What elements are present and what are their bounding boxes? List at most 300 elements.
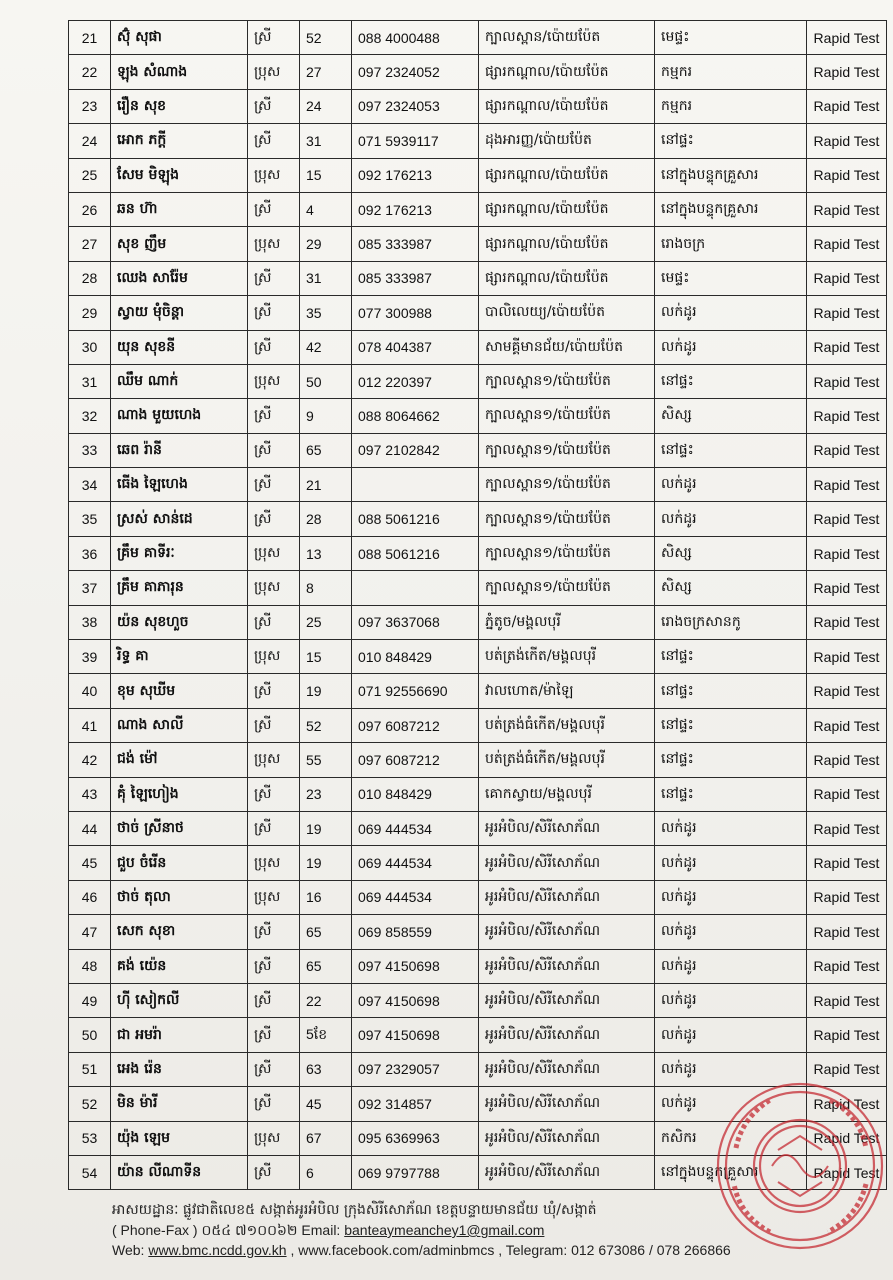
address-cell: ក្បាលស្ពាន១/ប៉ោយប៉ែត (479, 502, 655, 536)
telegram-contact: , Telegram: 012 673086 / 078 266866 (498, 1242, 731, 1258)
test-type-cell: Rapid Test (807, 640, 887, 674)
test-type-cell: Rapid Test (807, 261, 887, 295)
row-number: 31 (69, 364, 111, 398)
address-cell: ផ្សារកណ្ដាល/ប៉ោយប៉ែត (479, 89, 655, 123)
row-number: 51 (69, 1052, 111, 1086)
sex-cell: ស្រី (248, 708, 300, 742)
phone-cell: 069 858559 (352, 915, 479, 949)
phone-cell: 085 333987 (352, 227, 479, 261)
test-type-cell: Rapid Test (807, 89, 887, 123)
test-type-cell: Rapid Test (807, 399, 887, 433)
table-row (69, 846, 887, 880)
phone-fax-value: ០៥៤ ៧១០០៦២ (201, 1222, 298, 1238)
sex-cell: ស្រី (248, 468, 300, 502)
table-row (69, 502, 887, 536)
person-name: សេក សុខា (111, 915, 248, 949)
person-name: យ៉ាន លីណាទីន (111, 1155, 248, 1189)
person-name: គង់ យ៉េន (111, 949, 248, 983)
occupation-cell: លក់ដូរ (655, 468, 807, 502)
sex-cell: ស្រី (248, 777, 300, 811)
sex-cell: ប្រុស (248, 571, 300, 605)
table-row (69, 399, 887, 433)
row-number: 42 (69, 743, 111, 777)
sex-cell: ស្រី (248, 502, 300, 536)
person-name: ជង់ ម៉ៅ (111, 743, 248, 777)
phone-cell: 097 2329057 (352, 1052, 479, 1086)
row-number: 41 (69, 708, 111, 742)
phone-cell: 097 4150698 (352, 949, 479, 983)
age-cell: 67 (300, 1121, 352, 1155)
person-name: រឿន សុខ (111, 89, 248, 123)
test-type-cell: Rapid Test (807, 708, 887, 742)
person-name: រិទ្ធ គា (111, 640, 248, 674)
phone-cell: 088 5061216 (352, 502, 479, 536)
row-number: 32 (69, 399, 111, 433)
age-cell: 21 (300, 468, 352, 502)
occupation-cell: សិស្ស (655, 571, 807, 605)
test-type-cell: Rapid Test (807, 1052, 887, 1086)
phone-cell: 097 4150698 (352, 983, 479, 1017)
sex-cell: ស្រី (248, 983, 300, 1017)
age-cell: 15 (300, 640, 352, 674)
sex-cell: ស្រី (248, 192, 300, 226)
phone-cell: 012 220397 (352, 364, 479, 398)
occupation-cell: នៅផ្ទះ (655, 124, 807, 158)
phone-cell: 097 4150698 (352, 1018, 479, 1052)
person-name: ណាង មួយហេង (111, 399, 248, 433)
age-cell: 24 (300, 89, 352, 123)
age-cell: 19 (300, 674, 352, 708)
test-type-cell: Rapid Test (807, 777, 887, 811)
row-number: 21 (69, 21, 111, 55)
row-number: 47 (69, 915, 111, 949)
phone-cell: 097 2324052 (352, 55, 479, 89)
person-name: ស្វាយ មុំចិន្ដា (111, 296, 248, 330)
occupation-cell: រោងចក្រ (655, 227, 807, 261)
occupation-cell: នៅផ្ទះ (655, 640, 807, 674)
occupation-cell: លក់ដូរ (655, 915, 807, 949)
row-number: 29 (69, 296, 111, 330)
row-number: 35 (69, 502, 111, 536)
occupation-cell: លក់ដូរ (655, 846, 807, 880)
person-name: យ៉ន សុខហួច (111, 605, 248, 639)
phone-cell: 085 333987 (352, 261, 479, 295)
row-number: 27 (69, 227, 111, 261)
occupation-cell: លក់ដូរ (655, 502, 807, 536)
age-cell: 5ខែ (300, 1018, 352, 1052)
age-cell: 9 (300, 399, 352, 433)
occupation-cell: នៅក្នុងបន្ទុកគ្រួសារ (655, 1155, 807, 1189)
person-name: ថាច់ តុលា (111, 880, 248, 914)
sex-cell: ស្រី (248, 1018, 300, 1052)
address-cell: អូរអំបិល/សិរីសោភ័ណ (479, 1155, 655, 1189)
sex-cell: ស្រី (248, 949, 300, 983)
person-name: អេង រ៉េន (111, 1052, 248, 1086)
table-row (69, 605, 887, 639)
row-number: 36 (69, 536, 111, 570)
row-number: 40 (69, 674, 111, 708)
sex-cell: ស្រី (248, 433, 300, 467)
test-type-cell: Rapid Test (807, 433, 887, 467)
age-cell: 6 (300, 1155, 352, 1189)
row-number: 52 (69, 1087, 111, 1121)
age-cell: 15 (300, 158, 352, 192)
address-cell: អូរអំបិល/សិរីសោភ័ណ (479, 949, 655, 983)
address-cell: បាលិលេយ្យ/ប៉ោយប៉ែត (479, 296, 655, 330)
table-row (69, 777, 887, 811)
occupation-cell: មេផ្ទះ (655, 21, 807, 55)
test-type-cell: Rapid Test (807, 880, 887, 914)
sex-cell: ប្រុស (248, 364, 300, 398)
age-cell: 28 (300, 502, 352, 536)
footer-web (112, 1240, 882, 1260)
age-cell: 55 (300, 743, 352, 777)
participant-table (68, 20, 887, 1190)
table-row (69, 364, 887, 398)
row-number: 33 (69, 433, 111, 467)
row-number: 50 (69, 1018, 111, 1052)
address-cell: ក្បាលស្ពាន១/ប៉ោយប៉ែត (479, 399, 655, 433)
occupation-cell: កម្មករ (655, 89, 807, 123)
occupation-cell: លក់ដូរ (655, 1018, 807, 1052)
phone-cell: 071 92556690 (352, 674, 479, 708)
age-cell: 52 (300, 21, 352, 55)
address-cell: អូរអំបិល/សិរីសោភ័ណ (479, 915, 655, 949)
row-number: 26 (69, 192, 111, 226)
phone-cell: 092 176213 (352, 192, 479, 226)
row-number: 53 (69, 1121, 111, 1155)
test-type-cell: Rapid Test (807, 1121, 887, 1155)
occupation-cell: កម្មករ (655, 55, 807, 89)
test-type-cell: Rapid Test (807, 21, 887, 55)
sex-cell: ប្រុស (248, 55, 300, 89)
test-type-cell: Rapid Test (807, 364, 887, 398)
age-cell: 19 (300, 811, 352, 845)
table-row (69, 468, 887, 502)
table-row (69, 1087, 887, 1121)
phone-cell: 071 5939117 (352, 124, 479, 158)
address-cell: ផ្សារកណ្ដាល/ប៉ោយប៉ែត (479, 192, 655, 226)
sex-cell: ស្រី (248, 915, 300, 949)
table-row (69, 1052, 887, 1086)
table-row (69, 708, 887, 742)
address-cell: ក្បាលស្ពាន១/ប៉ោយប៉ែត (479, 536, 655, 570)
address-cell: សាមគ្គីមានជ័យ/ប៉ោយប៉ែត (479, 330, 655, 364)
table-row (69, 811, 887, 845)
test-type-cell: Rapid Test (807, 983, 887, 1017)
row-number: 45 (69, 846, 111, 880)
age-cell: 13 (300, 536, 352, 570)
occupation-cell: កសិករ (655, 1121, 807, 1155)
table-row (69, 433, 887, 467)
sex-cell: ប្រុស (248, 1121, 300, 1155)
person-name: គ្រឹម គាទីរៈ (111, 536, 248, 570)
web-link[interactable]: www.bmc.ncdd.gov.kh (148, 1242, 287, 1258)
phone-cell: 097 2102842 (352, 433, 479, 467)
address-cell: ដុងអារញ្ញ/ប៉ោយប៉ែត (479, 124, 655, 158)
sex-cell: ស្រី (248, 1052, 300, 1086)
address-cell: ផ្សារកណ្ដាល/ប៉ោយប៉ែត (479, 158, 655, 192)
address-cell: ក្បាលស្ពាន១/ប៉ោយប៉ែត (479, 364, 655, 398)
occupation-cell: នៅផ្ទះ (655, 364, 807, 398)
phone-cell: 010 848429 (352, 640, 479, 674)
table-row (69, 880, 887, 914)
sex-cell: ស្រី (248, 674, 300, 708)
person-name: សុខ ញឹម (111, 227, 248, 261)
phone-cell: 088 5061216 (352, 536, 479, 570)
occupation-cell: លក់ដូរ (655, 330, 807, 364)
person-name: គុំ ឡៃហៀង (111, 777, 248, 811)
age-cell: 19 (300, 846, 352, 880)
phone-cell: 097 6087212 (352, 708, 479, 742)
row-number: 49 (69, 983, 111, 1017)
test-type-cell: Rapid Test (807, 846, 887, 880)
age-cell: 52 (300, 708, 352, 742)
person-name: ខុម សុឃីម (111, 674, 248, 708)
age-cell: 65 (300, 433, 352, 467)
email-label: Email: (301, 1222, 341, 1238)
phone-cell: 092 314857 (352, 1087, 479, 1121)
sex-cell: ប្រុស (248, 846, 300, 880)
test-type-cell: Rapid Test (807, 811, 887, 845)
person-name: គ្រឹម គាភារុន (111, 571, 248, 605)
person-name: ធើង ឡៃហេង (111, 468, 248, 502)
test-type-cell: Rapid Test (807, 192, 887, 226)
sex-cell: ស្រី (248, 1087, 300, 1121)
occupation-cell: សិស្ស (655, 399, 807, 433)
occupation-cell: នៅផ្ទះ (655, 674, 807, 708)
test-type-cell: Rapid Test (807, 55, 887, 89)
person-name: ណាង សាលី (111, 708, 248, 742)
address-cell: ផ្សារកណ្ដាល/ប៉ោយប៉ែត (479, 55, 655, 89)
person-name: សែម មិឡុង (111, 158, 248, 192)
table-row (69, 296, 887, 330)
occupation-cell: លក់ដូរ (655, 949, 807, 983)
sex-cell: ប្រុស (248, 880, 300, 914)
row-number: 46 (69, 880, 111, 914)
age-cell: 42 (300, 330, 352, 364)
table-row (69, 21, 887, 55)
sex-cell: ប្រុស (248, 743, 300, 777)
phone-cell (352, 571, 479, 605)
occupation-cell: លក់ដូរ (655, 1087, 807, 1121)
age-cell: 25 (300, 605, 352, 639)
sex-cell: ស្រី (248, 399, 300, 433)
occupation-cell: សិស្ស (655, 536, 807, 570)
footer-address: អាសយដ្ឋានៈ ផ្លូវជាតិលេខ៥ សង្កាត់អូរអំបិល ក្រុងសិរីសោភ័ណ ខេត្តបន្ទាយមានជ័យ ឃុំ/សង្កាត់ (112, 1202, 597, 1218)
phone-cell (352, 468, 479, 502)
sex-cell: ប្រុស (248, 227, 300, 261)
sex-cell: ស្រី (248, 811, 300, 845)
test-type-cell: Rapid Test (807, 330, 887, 364)
table-row (69, 571, 887, 605)
footer-contact (112, 1220, 882, 1240)
test-type-cell: Rapid Test (807, 468, 887, 502)
phone-cell: 069 444534 (352, 811, 479, 845)
row-number: 38 (69, 605, 111, 639)
age-cell: 50 (300, 364, 352, 398)
address-cell: ផ្សារកណ្ដាល/ប៉ោយប៉ែត (479, 227, 655, 261)
occupation-cell: លក់ដូរ (655, 811, 807, 845)
test-type-cell: Rapid Test (807, 674, 887, 708)
row-number: 25 (69, 158, 111, 192)
age-cell: 31 (300, 261, 352, 295)
age-cell: 65 (300, 949, 352, 983)
test-type-cell: Rapid Test (807, 1018, 887, 1052)
sex-cell: ប្រុស (248, 158, 300, 192)
test-type-cell: Rapid Test (807, 124, 887, 158)
sex-cell: ប្រុស (248, 640, 300, 674)
table-row (69, 1155, 887, 1189)
sex-cell: ប្រុស (248, 536, 300, 570)
table-row (69, 227, 887, 261)
address-cell: អូរអំបិល/សិរីសោភ័ណ (479, 1018, 655, 1052)
phone-cell: 088 4000488 (352, 21, 479, 55)
row-number: 48 (69, 949, 111, 983)
row-number: 44 (69, 811, 111, 845)
phone-cell: 097 2324053 (352, 89, 479, 123)
sex-cell: ស្រី (248, 1155, 300, 1189)
person-name: យុន សុខនី (111, 330, 248, 364)
address-cell: ផ្សារកណ្ដាល/ប៉ោយប៉ែត (479, 261, 655, 295)
person-name: ឈេង សារ៉ែម (111, 261, 248, 295)
test-type-cell: Rapid Test (807, 949, 887, 983)
table-row (69, 55, 887, 89)
table-body (69, 21, 887, 1190)
table-row (69, 983, 887, 1017)
test-type-cell: Rapid Test (807, 571, 887, 605)
phone-cell: 077 300988 (352, 296, 479, 330)
row-number: 54 (69, 1155, 111, 1189)
occupation-cell: នៅក្នុងបន្ទុកគ្រួសារ (655, 158, 807, 192)
phone-cell: 069 444534 (352, 846, 479, 880)
age-cell: 16 (300, 880, 352, 914)
row-number: 43 (69, 777, 111, 811)
facebook-link[interactable]: , www.facebook.com/adminbmcs (290, 1242, 495, 1258)
phone-fax-label: ( Phone-Fax ) (112, 1222, 198, 1238)
test-type-cell: Rapid Test (807, 743, 887, 777)
age-cell: 22 (300, 983, 352, 1017)
age-cell: 35 (300, 296, 352, 330)
person-name: ឡុង សំណាង (111, 55, 248, 89)
sex-cell: ស្រី (248, 89, 300, 123)
test-type-cell: Rapid Test (807, 227, 887, 261)
sex-cell: ស្រី (248, 21, 300, 55)
sex-cell: ស្រី (248, 261, 300, 295)
address-cell: ក្បាលស្ពាន១/ប៉ោយប៉ែត (479, 433, 655, 467)
sex-cell: ស្រី (248, 330, 300, 364)
address-cell: អូរអំបិល/សិរីសោភ័ណ (479, 880, 655, 914)
age-cell: 29 (300, 227, 352, 261)
address-cell: ភ្នំតូច/មង្គលបុរី (479, 605, 655, 639)
occupation-cell: នៅក្នុងបន្ទុកគ្រួសារ (655, 192, 807, 226)
age-cell: 4 (300, 192, 352, 226)
row-number: 22 (69, 55, 111, 89)
occupation-cell: នៅផ្ទះ (655, 743, 807, 777)
person-name: ស៊ុំ សុផា (111, 21, 248, 55)
table-row (69, 1121, 887, 1155)
occupation-cell: លក់ដូរ (655, 880, 807, 914)
row-number: 24 (69, 124, 111, 158)
address-cell: អូរអំបិល/សិរីសោភ័ណ (479, 1052, 655, 1086)
sex-cell: ស្រី (248, 605, 300, 639)
address-cell: អូរអំបិល/សិរីសោភ័ណ (479, 1121, 655, 1155)
table-row (69, 89, 887, 123)
table-row (69, 536, 887, 570)
address-cell: បត់ត្រង់ធំកើត/មង្គលបុរី (479, 708, 655, 742)
phone-cell: 095 6369963 (352, 1121, 479, 1155)
address-cell: អូរអំបិល/សិរីសោភ័ណ (479, 983, 655, 1017)
test-type-cell: Rapid Test (807, 502, 887, 536)
occupation-cell: លក់ដូរ (655, 983, 807, 1017)
age-cell: 45 (300, 1087, 352, 1121)
address-cell: អូរអំបិល/សិរីសោភ័ណ (479, 846, 655, 880)
occupation-cell: នៅផ្ទះ (655, 433, 807, 467)
occupation-cell: មេផ្ទះ (655, 261, 807, 295)
address-cell: វាលហោត/ម៉ាឡៃ (479, 674, 655, 708)
person-name: ជួប ចំរើន (111, 846, 248, 880)
phone-cell: 069 444534 (352, 880, 479, 914)
phone-cell: 069 9797788 (352, 1155, 479, 1189)
occupation-cell: លក់ដូរ (655, 296, 807, 330)
table-row (69, 743, 887, 777)
sex-cell: ស្រី (248, 124, 300, 158)
row-number: 37 (69, 571, 111, 605)
phone-cell: 010 848429 (352, 777, 479, 811)
occupation-cell: នៅផ្ទះ (655, 708, 807, 742)
table-row (69, 640, 887, 674)
row-number: 39 (69, 640, 111, 674)
row-number: 34 (69, 468, 111, 502)
row-number: 23 (69, 89, 111, 123)
test-type-cell: Rapid Test (807, 536, 887, 570)
person-name: ឆេព រ៉ានី (111, 433, 248, 467)
web-label: Web: (112, 1242, 145, 1258)
age-cell: 27 (300, 55, 352, 89)
address-cell: អូរអំបិល/សិរីសោភ័ណ (479, 811, 655, 845)
address-cell: បត់ត្រង់ធំកើត/មង្គលបុរី (479, 743, 655, 777)
person-name: ថាច់ ស្រីនាថ (111, 811, 248, 845)
sex-cell: ស្រី (248, 296, 300, 330)
address-cell: ក្បាលស្ពាន១/ប៉ោយប៉ែត (479, 571, 655, 605)
age-cell: 65 (300, 915, 352, 949)
test-type-cell: Rapid Test (807, 296, 887, 330)
table-row (69, 330, 887, 364)
person-name: ជា អមរ៉ា (111, 1018, 248, 1052)
age-cell: 23 (300, 777, 352, 811)
table-row (69, 261, 887, 295)
test-type-cell: Rapid Test (807, 1087, 887, 1121)
person-name: មិន ម៉ារី (111, 1087, 248, 1121)
phone-cell: 097 6087212 (352, 743, 479, 777)
email-link[interactable]: banteaymeanchey1@gmail.com (344, 1222, 545, 1238)
person-name: ហ៊ី សៀកលី (111, 983, 248, 1017)
test-type-cell: Rapid Test (807, 158, 887, 192)
person-name: ឈឹម ណាក់ (111, 364, 248, 398)
address-cell: បត់ត្រង់កើត/មង្គលបុរី (479, 640, 655, 674)
test-type-cell: Rapid Test (807, 605, 887, 639)
table-row (69, 158, 887, 192)
table-row (69, 1018, 887, 1052)
person-name: អោក ភក្ដី (111, 124, 248, 158)
occupation-cell: នៅផ្ទះ (655, 777, 807, 811)
table-row (69, 674, 887, 708)
phone-cell: 078 404387 (352, 330, 479, 364)
person-name: ឆន ហ៊ា (111, 192, 248, 226)
table-row (69, 192, 887, 226)
age-cell: 63 (300, 1052, 352, 1086)
table-row (69, 124, 887, 158)
